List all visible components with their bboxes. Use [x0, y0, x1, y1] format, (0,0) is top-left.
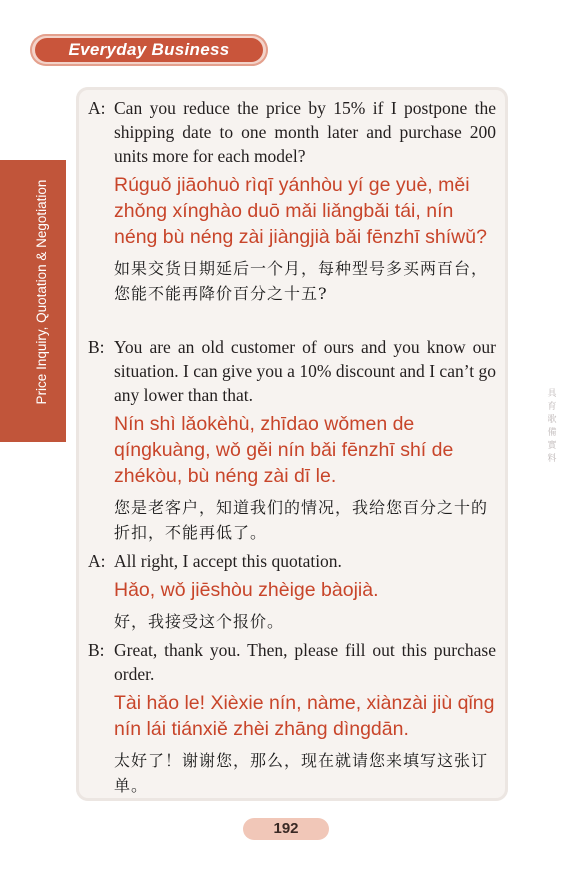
chinese-text: 如果交货日期延后一个月，每种型号多买两百台，您能不能再降价百分之十五?	[114, 259, 489, 303]
watermark-stamp: 具育歌備實料	[547, 389, 557, 464]
page-number: 192	[243, 818, 329, 840]
english-line	[88, 638, 498, 686]
english-text: You are an old customer of ours and you know our situation. I can give you a 10% discount and I can’t go any lower than that.	[114, 337, 496, 405]
english-text: Can you reduce the price by 15% if I postpone the shipping date to one month later and purchase 200 units more for each model?	[114, 98, 496, 166]
speaker-label: A:	[88, 98, 106, 118]
dialogue-line	[88, 549, 498, 634]
speaker-label: A:	[88, 551, 106, 571]
book-title: Everyday Business Chinese	[35, 38, 263, 62]
dialogue-line	[88, 335, 498, 545]
speaker-label: B:	[88, 640, 105, 660]
pinyin-text: Tài hǎo le! Xièxie nín, nàme, xiànzài jiù qǐng nín lái tiánxiě zhèi zhāng dìngdān.	[114, 692, 495, 740]
english-line	[88, 335, 498, 407]
chinese-text: 好，我接受这个报价。	[114, 612, 285, 631]
speaker-label: B:	[88, 337, 105, 357]
book-title-badge	[30, 34, 268, 83]
chinese-text: 您是老客户，知道我们的情况，我给您百分之十的折扣，不能再低了。	[114, 498, 489, 542]
pinyin-text: Nín shì lǎokèhù, zhīdao wǒmen de qíngkuàng, wǒ gěi nín bǎi fēnzhī shí de zhékòu, bù néng zài dī le.	[114, 413, 454, 487]
chapter-side-tab-label: Price Inquiry, Quotation & Negotiation	[34, 179, 49, 405]
chapter-side-tab	[0, 160, 66, 442]
english-line	[88, 549, 498, 573]
dialogue-line	[88, 96, 498, 306]
english-text: All right, I accept this quotation.	[114, 551, 342, 571]
dialogue-line	[88, 638, 498, 798]
pinyin-text: Rúguǒ jiāohuò rìqī yánhòu yí ge yuè, měi zhǒng xínghào duō mǎi liǎngbǎi tái, nín néng bù néng zài jiàngjià bǎi fēnzhī shíwǔ?	[114, 174, 487, 248]
english-line	[88, 96, 498, 168]
pinyin-text: Hǎo, wǒ jiēshòu zhèige bàojià.	[114, 579, 379, 601]
chinese-text: 太好了！谢谢您，那么，现在就请您来填写这张订单。	[114, 751, 489, 795]
english-text: Great, thank you. Then, please fill out this purchase order.	[114, 640, 496, 684]
